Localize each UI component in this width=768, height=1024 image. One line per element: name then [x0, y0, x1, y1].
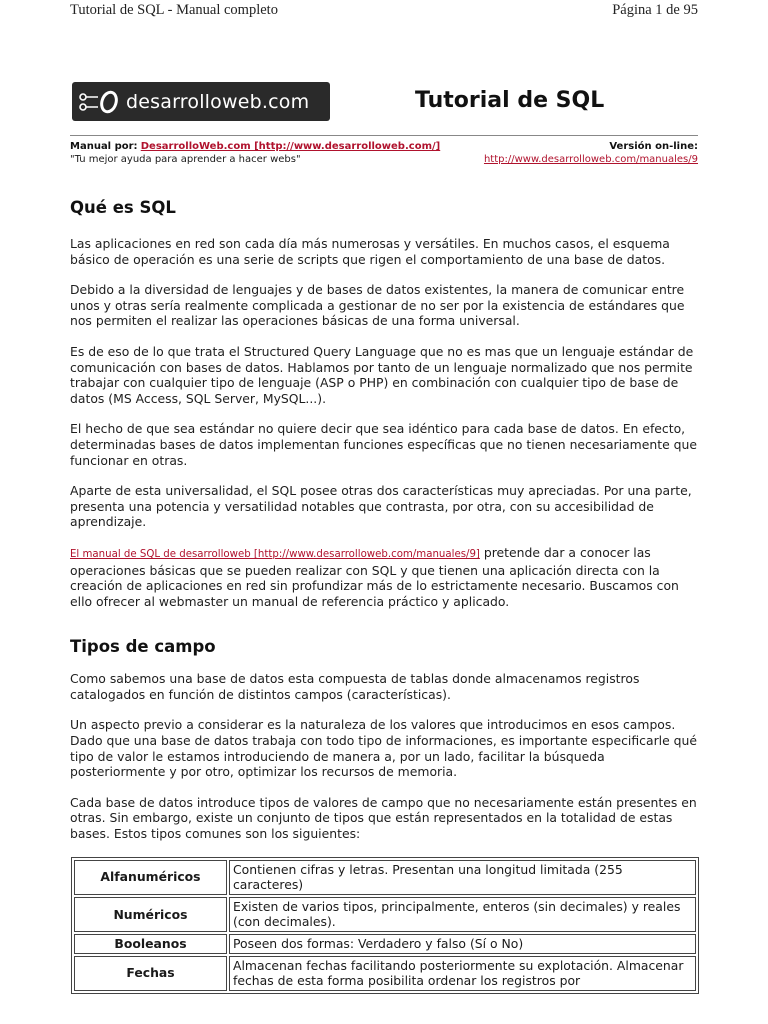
- type-name: Numéricos: [74, 897, 227, 932]
- running-header: [70, 0, 698, 20]
- manual-label: Manual por:: [70, 141, 138, 152]
- paragraph: Debido a la diversidad de lenguajes y de bases de datos existentes, la manera de comunicar entre unos y otras sería realmente complicada a gestionar de no ser por la existencia de estándares que nos permiten el realizar las operaciones básicas de una forma universal.: [70, 282, 685, 329]
- paragraph-manual-link: [70, 545, 700, 609]
- type-description: Almacenan fechas facilitando posteriormente su explotación. Almacenar fechas de esta forma posibilita ordenar los registros por: [229, 956, 696, 991]
- heading-que-es-sql: Qué es SQL: [70, 198, 176, 217]
- paragraph: Un aspecto previo a considerar es la naturaleza de los valores que introducimos en esos campos. Dado que una base de datos trabaja con todo tipo de informaciones, es importante especificarle qué tipo de valor le estamos introduciendo de manera a, por un lado, facilitar la búsqueda posteriormente y por otro, optimizar los recursos de memoria.: [70, 717, 698, 780]
- paragraph: El hecho de que sea estándar no quiere decir que sea idéntico para cada base de datos. En efecto, determinadas bases de datos implementan funciones específicas que no tienen necesariamente que funcionar en otras.: [70, 421, 697, 468]
- type-description: Existen de varios tipos, principalmente, enteros (sin decimales) y reales (con decimales).: [229, 897, 696, 932]
- manual-credit: [70, 140, 440, 166]
- heading-tipos-de-campo: Tipos de campo: [70, 637, 216, 657]
- tagline: "Tu mejor ayuda para aprender a hacer webs": [70, 154, 301, 165]
- type-description: Poseen dos formas: Verdadero y falso (Sí o No): [229, 934, 696, 954]
- meta-divider: [70, 135, 698, 136]
- document-title: Tutorial de SQL: [415, 88, 605, 113]
- page-number: Página 1 de 95: [612, 1, 698, 18]
- paragraph: Las aplicaciones en red son cada día más numerosas y versátiles. En muchos casos, el esquema básico de operación es una serie de scripts que rigen el comportamiento de una base de datos.: [70, 236, 670, 267]
- document-body: [70, 196, 700, 994]
- paragraph: Es de eso de lo que trata el Structured Query Language que no es mas que un lenguaje estándar de comunicación con bases de datos. Hablamos por tanto de un lenguaje normalizado que nos permite trabajar con cualquier tipo de lenguaje (ASP o PHP) en combinación con cualquier tipo de base de datos (MS Access, SQL Server, MySQL...).: [70, 343, 694, 406]
- desarrolloweb-logo[interactable]: [72, 82, 330, 121]
- desarrolloweb-link[interactable]: DesarrolloWeb.com [http://www.desarrolloweb.com/]: [140, 141, 441, 152]
- logo-symbol-icon: [78, 88, 120, 116]
- online-version-link[interactable]: http://www.desarrolloweb.com/manuales/9: [483, 154, 698, 165]
- paragraph: Aparte de esta universalidad, el SQL posee otras dos características muy apreciadas. Por una parte, presenta una potencia y versatilidad notables que contrasta, por otra, con su accesibilidad de aprendizaje.: [70, 483, 692, 530]
- online-label: Versión on-line:: [609, 141, 698, 152]
- running-header-title: Tutorial de SQL - Manual completo: [70, 1, 278, 18]
- table-row: [74, 934, 696, 954]
- paragraph-text: pretende dar a conocer las operaciones básicas que se pueden realizar con SQL y que tienen una aplicación directa con la creación de aplicaciones en red sin profundizar más de lo estrictamente necesario. Buscamos con ello ofrecer al webmaster un manual de referencia práctico y aplicado.: [70, 544, 679, 609]
- paragraph: Como sabemos una base de datos esta compuesta de tablas donde almacenamos registros catalogados en función de distintos campos (características).: [70, 671, 640, 702]
- paragraph: Cada base de datos introduce tipos de valores de campo que no necesariamente están presentes en otras. Sin embargo, existe un conjunto de tipos que están representados en la totalidad de estas bases. Estos tipos comunes son los siguientes:: [70, 794, 697, 842]
- table-row: [74, 860, 696, 895]
- logo-text: desarrolloweb.com: [126, 90, 310, 113]
- type-name: Fechas: [74, 956, 227, 991]
- type-name: Alfanuméricos: [74, 860, 227, 895]
- manual-sql-link[interactable]: El manual de SQL de desarrolloweb [http://www.desarrolloweb.com/manuales/9]: [70, 548, 480, 560]
- table-row: [74, 956, 696, 991]
- field-types-table: [71, 857, 699, 994]
- type-name: Booleanos: [74, 934, 227, 954]
- online-version: [484, 140, 698, 166]
- table-row: [74, 897, 696, 932]
- type-description: Contienen cifras y letras. Presentan una longitud limitada (255 caracteres): [229, 860, 696, 895]
